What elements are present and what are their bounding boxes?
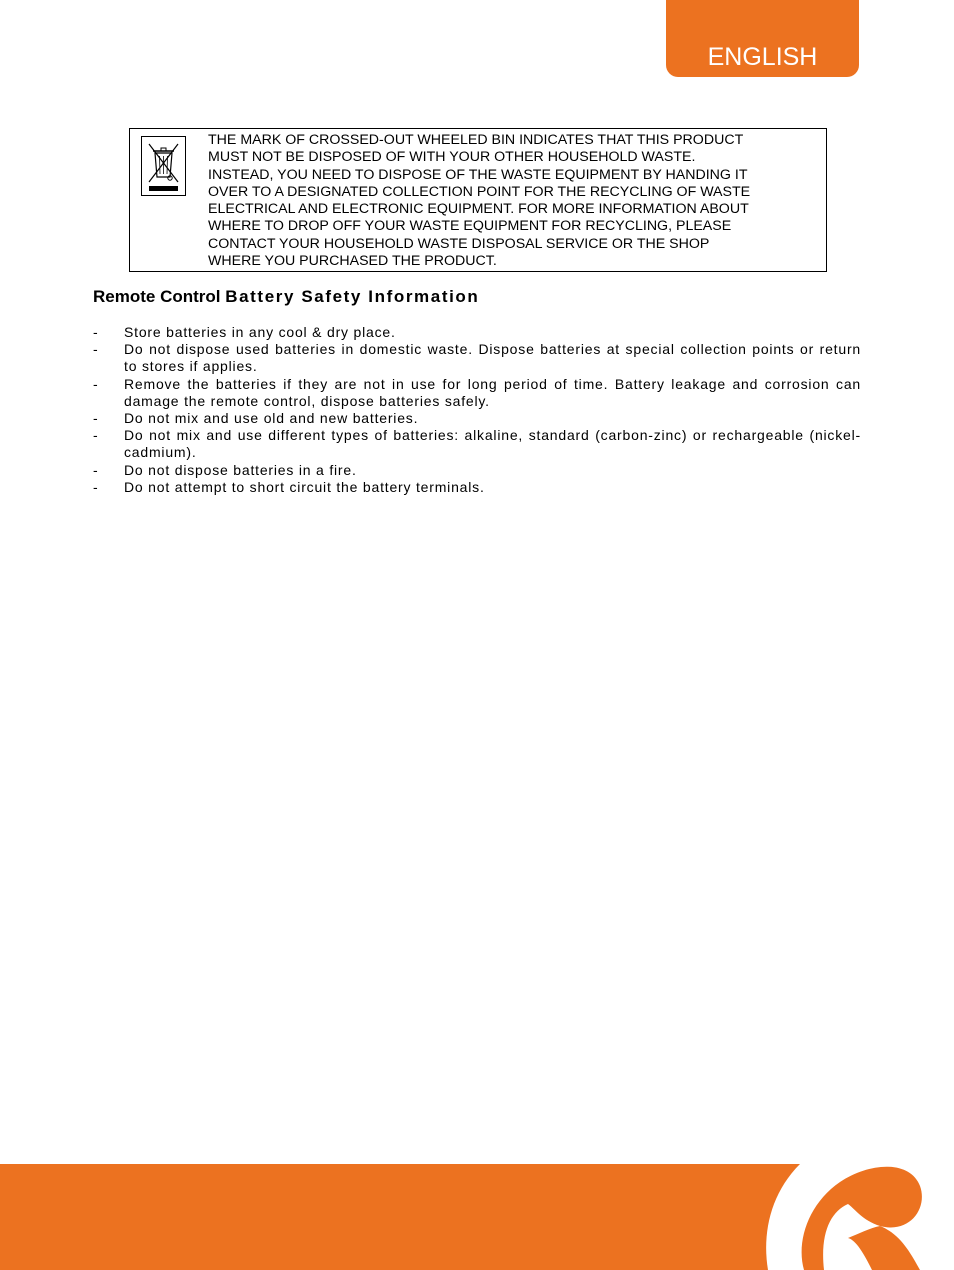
list-item-text: Do not dispose batteries in a fire.	[124, 461, 357, 478]
section-heading	[93, 287, 479, 307]
weee-line: INSTEAD, YOU NEED TO DISPOSE OF THE WASTE EQUIPMENT BY HANDING IT	[208, 166, 748, 183]
battery-safety-list	[93, 324, 861, 496]
list-item	[93, 376, 861, 410]
list-item	[93, 479, 861, 496]
bullet-dash: -	[93, 341, 99, 358]
language-label: ENGLISH	[707, 43, 818, 71]
list-item	[93, 410, 861, 427]
weee-line: CONTACT YOUR HOUSEHOLD WASTE DISPOSAL SERVICE OR THE SHOP	[208, 235, 710, 252]
bullet-dash: -	[93, 461, 99, 478]
list-item-text: Store batteries in any cool & dry place.	[124, 324, 396, 340]
weee-notice-box	[129, 128, 827, 272]
list-item	[93, 324, 861, 341]
weee-line: WHERE TO DROP OFF YOUR WASTE EQUIPMENT FOR RECYCLING, PLEASE	[208, 218, 732, 235]
list-item-text: Remove the batteries if they are not in use for long period of time. Battery leakage and corrosion can damage the remote control, dispose batteries safely.	[124, 375, 861, 409]
bullet-dash: -	[93, 324, 99, 340]
weee-line: OVER TO A DESIGNATED COLLECTION POINT FOR THE RECYCLING OF WASTE	[208, 183, 751, 200]
list-item	[93, 427, 861, 461]
list-item-text: Do not mix and use different types of batteries: alkaline, standard (carbon-zinc) or rechargeable (nickel-cadmium).	[124, 427, 861, 461]
heading-part-1: Remote Control	[93, 287, 221, 306]
list-item-text: Do not dispose used batteries in domestic waste. Dispose batteries at special collection points or return to stores if applies.	[124, 341, 861, 375]
brand-swirl-logo-icon	[760, 1164, 954, 1270]
list-item-text: Do not mix and use old and new batteries.	[124, 410, 419, 427]
weee-line: ELECTRICAL AND ELECTRONIC EQUIPMENT. FOR MORE INFORMATION ABOUT	[208, 201, 749, 218]
weee-line: WHERE YOU PURCHASED THE PRODUCT.	[208, 253, 497, 270]
bullet-dash: -	[93, 427, 99, 444]
weee-notice-text	[208, 132, 818, 270]
weee-line: THE MARK OF CROSSED-OUT WHEELED BIN INDICATES THAT THIS PRODUCT	[208, 132, 744, 148]
list-item-text: Do not attempt to short circuit the battery terminals.	[124, 478, 485, 495]
bullet-dash: -	[93, 478, 99, 495]
weee-line: MUST NOT BE DISPOSED OF WITH YOUR OTHER HOUSEHOLD WASTE.	[208, 149, 696, 166]
heading-part-2: Battery Safety Information	[225, 287, 480, 306]
bullet-dash: -	[93, 375, 99, 392]
crossed-out-wheeled-bin-icon	[141, 136, 186, 196]
bullet-dash: -	[93, 410, 99, 427]
list-item	[93, 341, 861, 375]
list-item	[93, 462, 861, 479]
language-tab	[666, 0, 859, 77]
